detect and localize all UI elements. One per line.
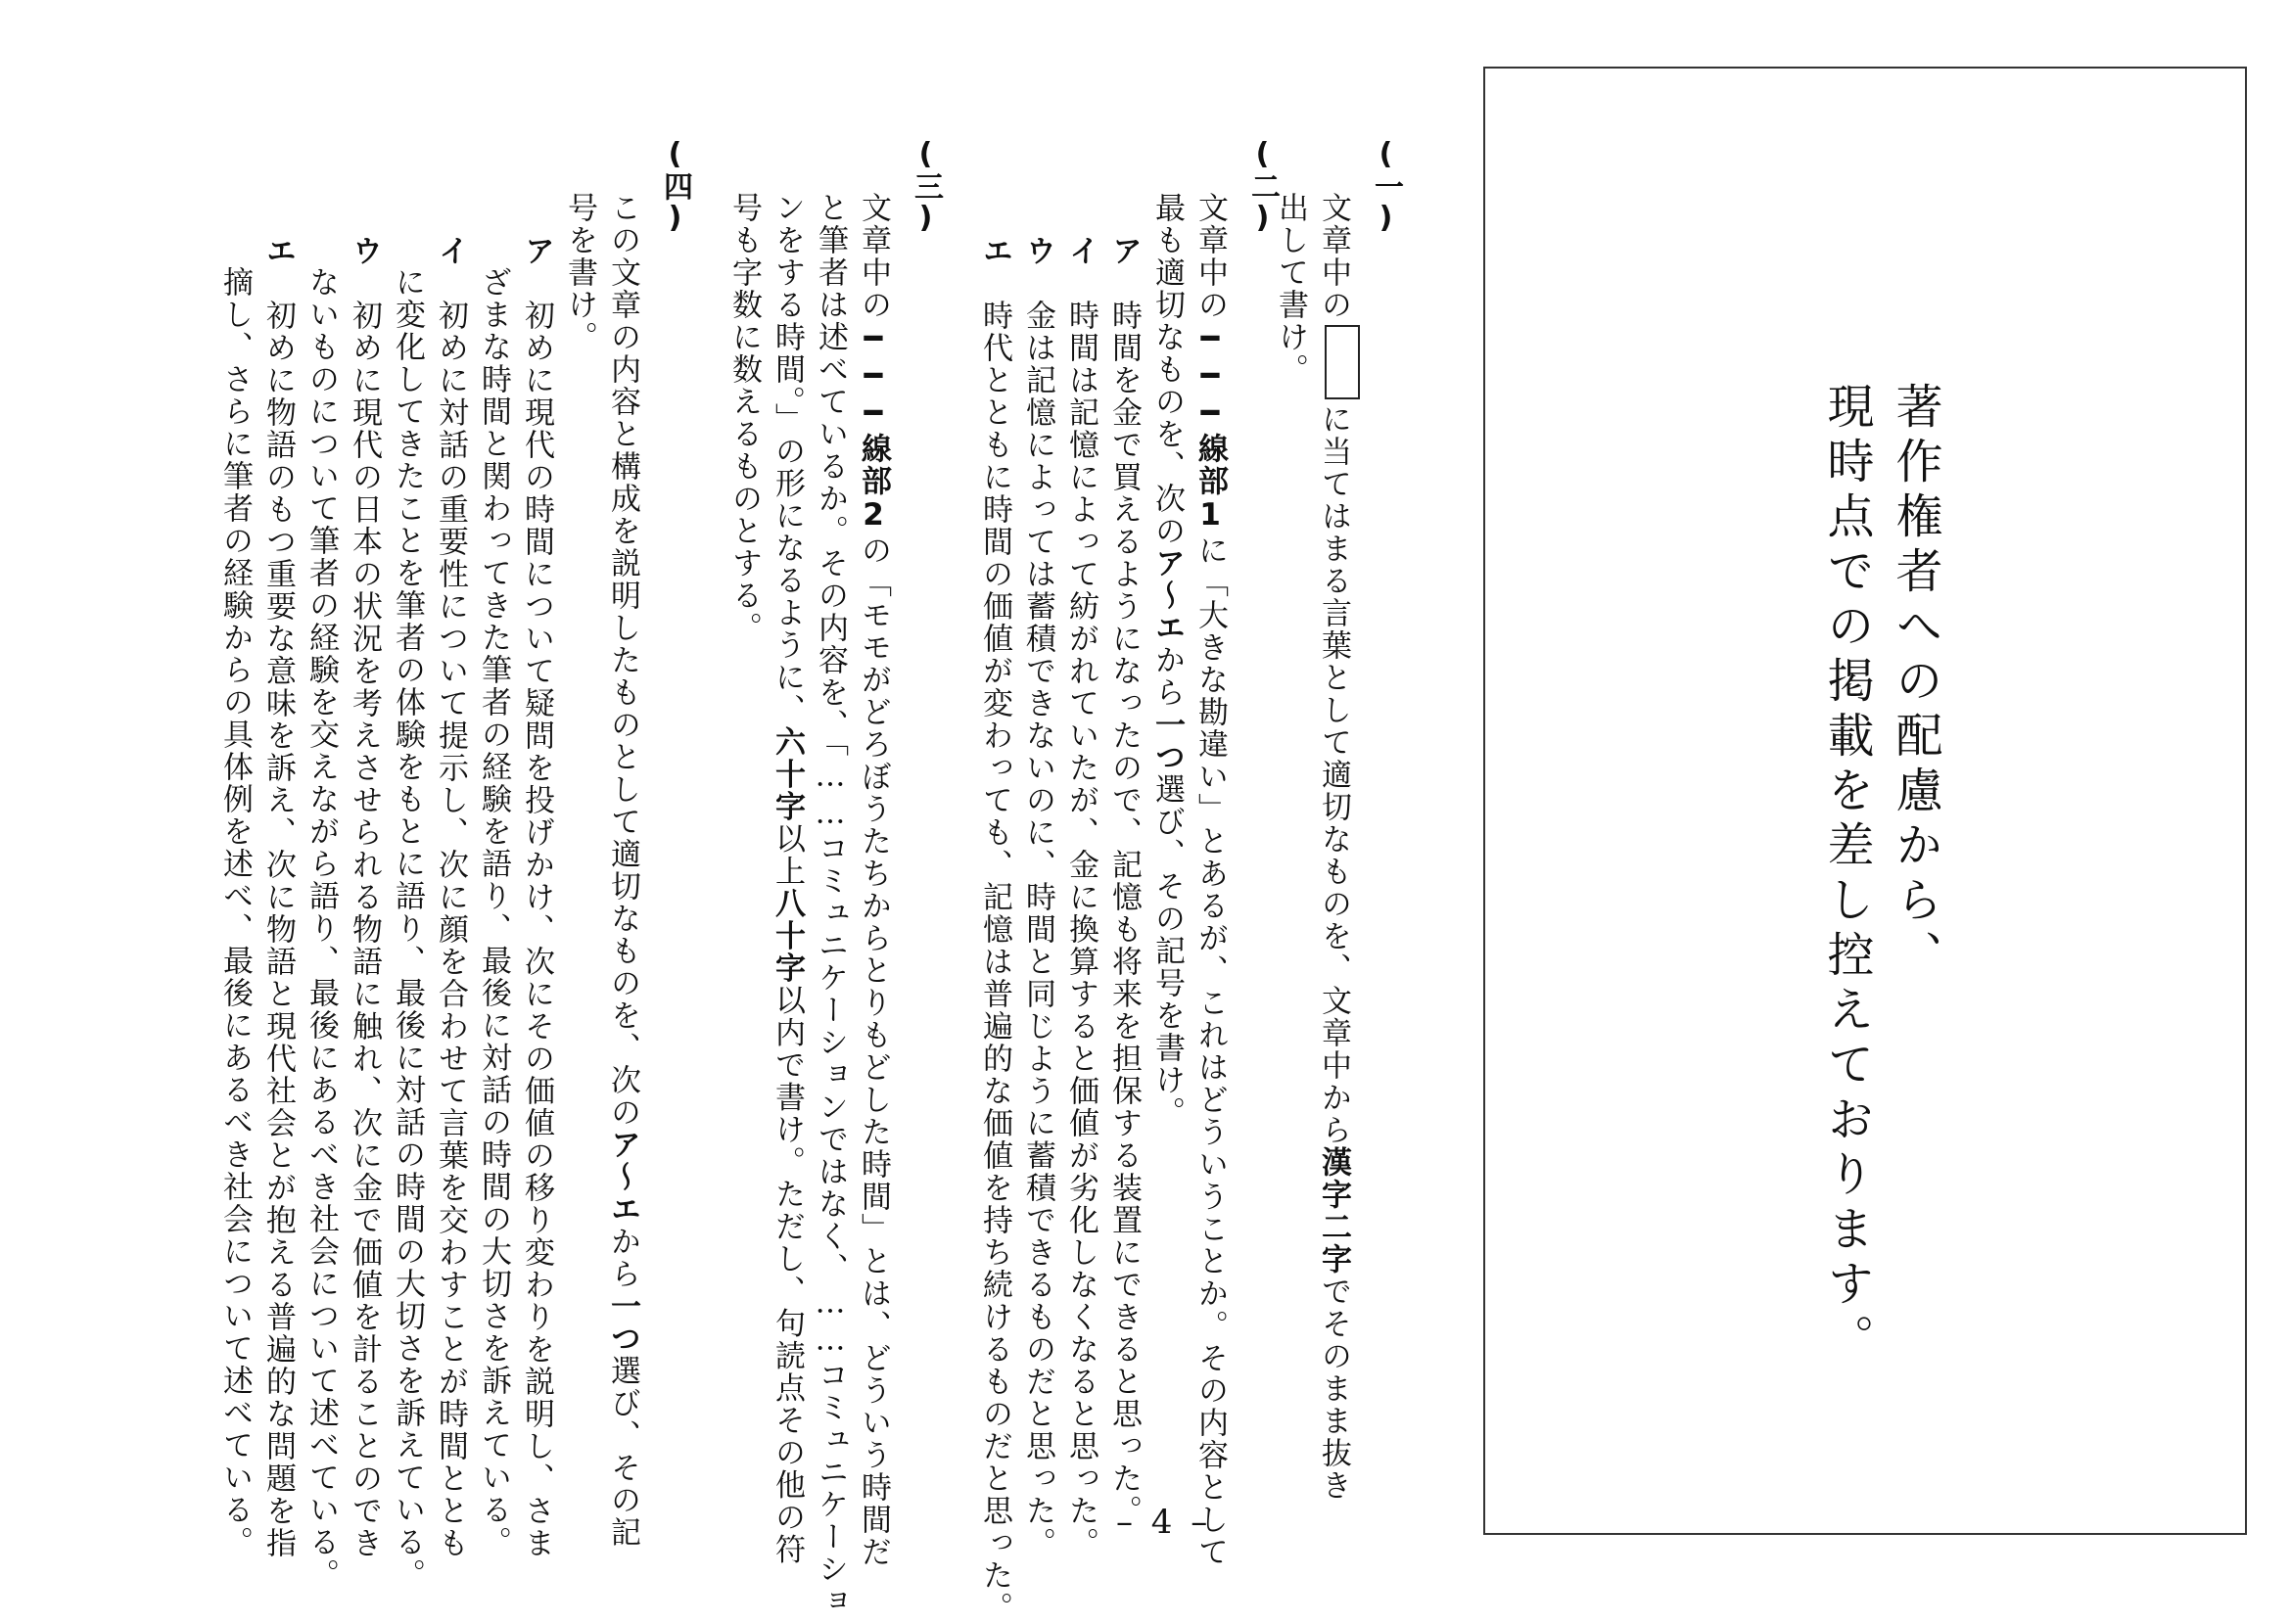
question-3-line-3e: 以内で書け。ただし、句読点その他の符	[770, 984, 805, 1566]
question-2-range: ア～エ	[1149, 547, 1185, 644]
question-2-option-e	[977, 235, 1012, 1624]
question-4-line-1	[605, 192, 640, 1549]
question-1-prefix: 文章中の	[1316, 192, 1351, 321]
question-3-marker: ━━━線部	[856, 321, 891, 497]
exam-questions	[147, 137, 1403, 1624]
q4-option-text-i-1: 初めに対話の重要性について提示し、次に顔を合わせて言葉を交わすことが時間ととも	[433, 300, 468, 1559]
q4-option-label-u: ウ	[347, 235, 382, 267]
question-2-line-2e: 選び、その記号を書け。	[1149, 773, 1185, 1129]
question-2-text: 文章中の	[1192, 192, 1228, 321]
question-2-marker: ━━━線部	[1192, 321, 1228, 497]
question-4-option-a-line-2: ざまな時間と関わってきた筆者の経験を語り、最後に対話の時間の大切さを訴えている。	[476, 266, 511, 1558]
question-4-range: ア～エ	[605, 1129, 640, 1226]
question-2-option-a	[1106, 235, 1142, 1527]
question-2-line-1	[1192, 192, 1228, 1568]
question-1-text-2: でそのまま抜き	[1316, 1276, 1351, 1502]
q4-option-label-e: エ	[260, 235, 296, 267]
question-1-number: (一)	[1369, 137, 1403, 235]
question-3-line-3a: ンをする時間。」の形になるように、	[770, 192, 805, 726]
q4-option-label-i: イ	[433, 235, 468, 267]
question-4-number: (四)	[658, 137, 692, 235]
question-3-text-2: の「モモがどろぼうたちからとりもどした時間」とは、どういう時間だ	[856, 534, 891, 1568]
question-2-text-2: に「大きな勘違い」とあるが、これはどういうことか。その内容として	[1192, 534, 1228, 1568]
option-text-u: 金は記憶によっては蓄積できないのに、時間と同じように蓄積できるものだと思った。	[1020, 300, 1055, 1559]
question-3-line-3	[770, 192, 805, 1566]
copyright-notice-box	[1483, 67, 2247, 1535]
option-text-a: 時間を金で買えるようになったので、記憶も将来を担保する装置にできると思った。	[1106, 300, 1142, 1527]
page-number: – 4 –	[1116, 1503, 1212, 1542]
question-3-line-3c: 以上	[770, 822, 805, 888]
question-4-option-u-line-1	[347, 235, 382, 1559]
question-3-line-1	[856, 192, 891, 1568]
option-label-u: ウ	[1020, 235, 1055, 267]
question-2-option-u	[1020, 235, 1055, 1559]
q4-option-text-e-1: 初めに物語のもつ重要な意味を訴え、次に物語と現代社会とが抱える普遍的な問題を指	[260, 300, 296, 1559]
question-2-line-2a: 最も適切なものを、次の	[1149, 192, 1185, 547]
question-2-option-i	[1065, 235, 1096, 1559]
question-1-line-2: 出して書け。	[1273, 192, 1308, 386]
question-3-min-chars: 六十字	[770, 725, 805, 823]
question-4-line-2: 号を書け。	[562, 192, 597, 353]
question-2-marker-number: 1	[1192, 497, 1228, 534]
question-4-option-i-line-2: に変化してきたことを筆者の体験をもとに語り、最後に対話の時間の大切さを訴えている。	[390, 266, 425, 1591]
option-label-i: イ	[1063, 235, 1098, 267]
question-4-option-u-line-2: ないものについて筆者の経験を交えながら語り、最後にあるべき社会について述べている。	[304, 266, 339, 1591]
option-text-e: 時代とともに時間の価値が変わっても、記憶は普遍的な価値を持ち続けるものだと思った。	[977, 300, 1012, 1624]
option-label-a: ア	[1106, 235, 1142, 267]
question-1-bold: 漢字二字	[1316, 1146, 1351, 1276]
option-label-e: エ	[977, 235, 1012, 267]
question-4-option-i-line-1	[433, 235, 468, 1559]
answer-blank-box	[1325, 325, 1360, 399]
question-4-text-c: から	[605, 1226, 640, 1290]
question-4-option-e-line-1	[260, 235, 296, 1559]
q4-option-text-u-1: 初めに現代の日本の状況を考えさせられる物語に触れ、次に金で価値を計ることのでき	[347, 300, 382, 1559]
option-text-i: 時間は記憶によって紡がれていたが、金に換算すると価値が劣化しなくなると思った。	[1063, 300, 1098, 1559]
question-3-number: (三)	[909, 137, 943, 235]
question-3-line-2: と筆者は述べているか。その内容を、「……コミュニケーションではなく、……コミュニケーショ	[813, 192, 848, 1618]
question-2-number: (二)	[1245, 137, 1280, 235]
question-3-text: 文章中の	[856, 192, 891, 321]
copyright-notice-line-1: 著作権者への配慮から、	[1888, 382, 1942, 985]
question-4-one: 一つ	[605, 1290, 640, 1355]
question-2-one: 一つ	[1149, 709, 1185, 773]
question-2-line-2	[1149, 192, 1185, 1129]
question-4-option-e-line-2: 摘し、さらに筆者の経験からの具体例を述べ、最後にあるべき社会について述べている。	[217, 266, 253, 1558]
q4-option-label-a: ア	[519, 235, 554, 267]
question-1-line-1	[1318, 192, 1360, 1502]
question-4-option-a-line-1	[519, 235, 554, 1559]
copyright-notice-line-2: 現時点での掲載を差し控えております。	[1819, 382, 1874, 1369]
q4-option-text-a-1: 初めに現代の時間について疑問を投げかけ、次にその価値の移り変わりを説明し、さま	[519, 300, 554, 1559]
question-4-text: この文章の内容と構成を説明したものとして適切なものを、次の	[605, 192, 640, 1129]
question-4-text-e: 選び、その記	[605, 1355, 640, 1549]
question-2-line-2c: から	[1149, 644, 1185, 709]
question-3-marker-number: 2	[856, 497, 891, 534]
question-1-text: に当てはまる言葉として適切なものを、文章中から	[1316, 403, 1351, 1146]
question-3-line-4: 号も字数に数えるものとする。	[726, 192, 762, 644]
question-3-max-chars: 八十字	[770, 887, 805, 985]
